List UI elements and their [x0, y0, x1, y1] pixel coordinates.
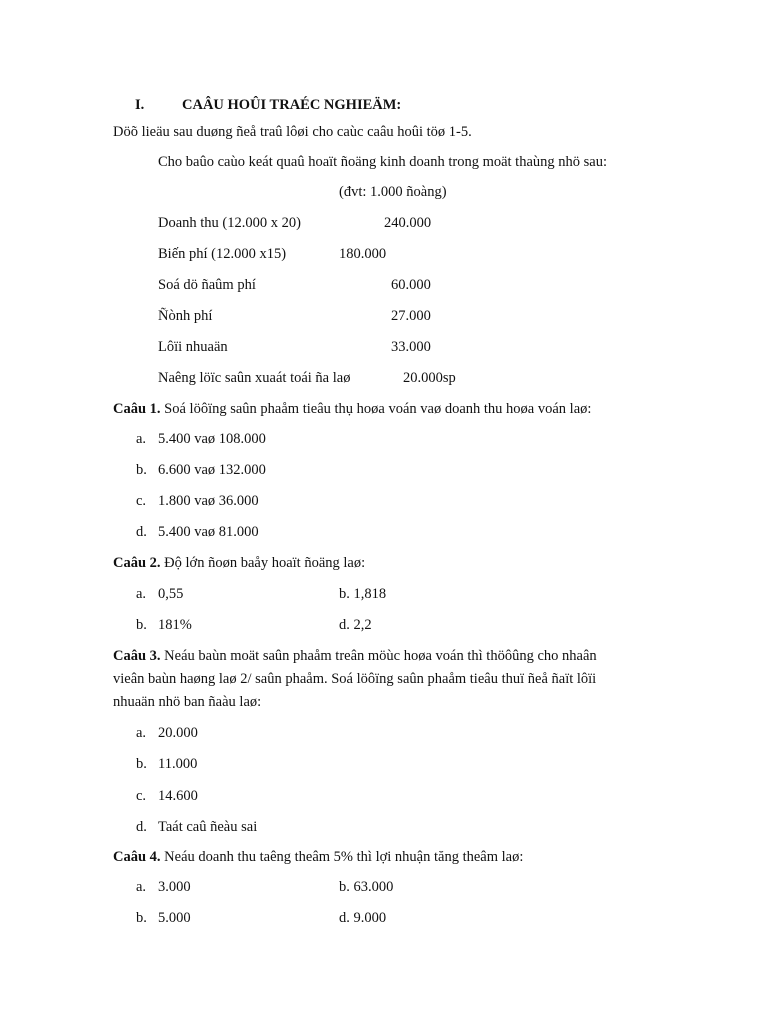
question-1: [113, 400, 591, 418]
table-intro: Cho baûo caùo keát quaû hoaït ñoäng kinh doanh trong moät thaùng nhö sau:: [158, 154, 608, 170]
intro-text: Döõ lieäu sau duøng ñeå traû lôøi cho caùc caâu hoûi töø 1-5.: [113, 124, 472, 140]
option-text: 14.600: [158, 788, 198, 804]
row-value: 60.000: [391, 277, 431, 293]
row-label: Soá dö ñaûm phí: [158, 277, 256, 293]
option-text: 20.000: [158, 725, 198, 741]
row-label: Biến phí (12.000 x15): [158, 246, 287, 262]
option-text: 0,55: [158, 586, 184, 602]
option-text-right: b. 1,818: [339, 586, 387, 602]
question-2: [113, 554, 365, 572]
option-text-right: d. 2,2: [339, 617, 372, 633]
row-label: Lôïi nhuaän: [158, 339, 228, 355]
option-letter: b.: [136, 910, 147, 926]
question-text: Neáu baùn moät saûn phaåm treân möùc hoøa voán thì thöôûng cho nhaân: [164, 648, 597, 664]
option-text: 181%: [158, 617, 192, 633]
question-label: Caâu 4.: [113, 849, 161, 865]
option-text: 5.400 vaø 81.000: [158, 524, 259, 540]
row-value: 27.000: [391, 308, 431, 324]
section-title: CAÂU HOÛI TRAÉC NGHIEÄM:: [182, 97, 402, 113]
question-4: [113, 848, 523, 866]
row-value: 20.000sp: [403, 370, 456, 386]
row-label: Ñònh phí: [158, 308, 213, 324]
option-text: 5.400 vaø 108.000: [158, 431, 266, 447]
row-value: 240.000: [384, 215, 432, 231]
option-letter: b.: [136, 617, 147, 633]
option-text: 11.000: [158, 756, 198, 772]
option-letter: a.: [136, 586, 147, 602]
option-letter: b.: [136, 756, 147, 772]
option-text: 6.600 vaø 132.000: [158, 462, 266, 478]
option-letter: a.: [136, 431, 147, 447]
option-letter: c.: [136, 493, 147, 509]
option-text: 5.000: [158, 910, 191, 926]
row-value: 180.000: [339, 246, 387, 262]
question-text: Độ lớn ñoøn baåy hoaït ñoäng laø:: [164, 555, 366, 571]
row-label: Naêng löïc saûn xuaát toái ña laø: [158, 370, 351, 386]
section-number: I.: [135, 97, 145, 113]
option-text: 1.800 vaø 36.000: [158, 493, 259, 509]
option-letter: d.: [136, 819, 147, 835]
option-text: Taát caû ñeàu sai: [158, 819, 258, 835]
question-text: Neáu doanh thu taêng theâm 5% thì lợi nhuận tăng theâm laø:: [164, 849, 524, 865]
question-text-continued: vieân baùn haøng laø 2/ saûn phaåm. Soá löôïng saûn phaåm tieâu thuï ñeå ñaït lôïi: [113, 671, 597, 687]
question-label: Caâu 2.: [113, 555, 161, 571]
question-label: Caâu 3.: [113, 648, 161, 664]
row-value: 33.000: [391, 339, 431, 355]
option-text: 3.000: [158, 879, 191, 895]
question-text-continued: nhuaän nhö ban ñaàu laø:: [113, 694, 262, 710]
option-letter: a.: [136, 879, 147, 895]
option-text-right: b. 63.000: [339, 879, 394, 895]
option-letter: d.: [136, 524, 147, 540]
row-label: Doanh thu (12.000 x 20): [158, 215, 301, 231]
option-letter: a.: [136, 725, 147, 741]
option-letter: c.: [136, 788, 147, 804]
question-text: Soá löôïng saûn phaåm tieâu thụ hoøa voán vaø doanh thu hoøa voán laø:: [164, 401, 592, 417]
option-text-right: d. 9.000: [339, 910, 387, 926]
question-label: Caâu 1.: [113, 401, 161, 417]
unit-label: (đvt: 1.000 ñoàng): [339, 184, 447, 200]
question-3: [113, 647, 597, 665]
option-letter: b.: [136, 462, 147, 478]
